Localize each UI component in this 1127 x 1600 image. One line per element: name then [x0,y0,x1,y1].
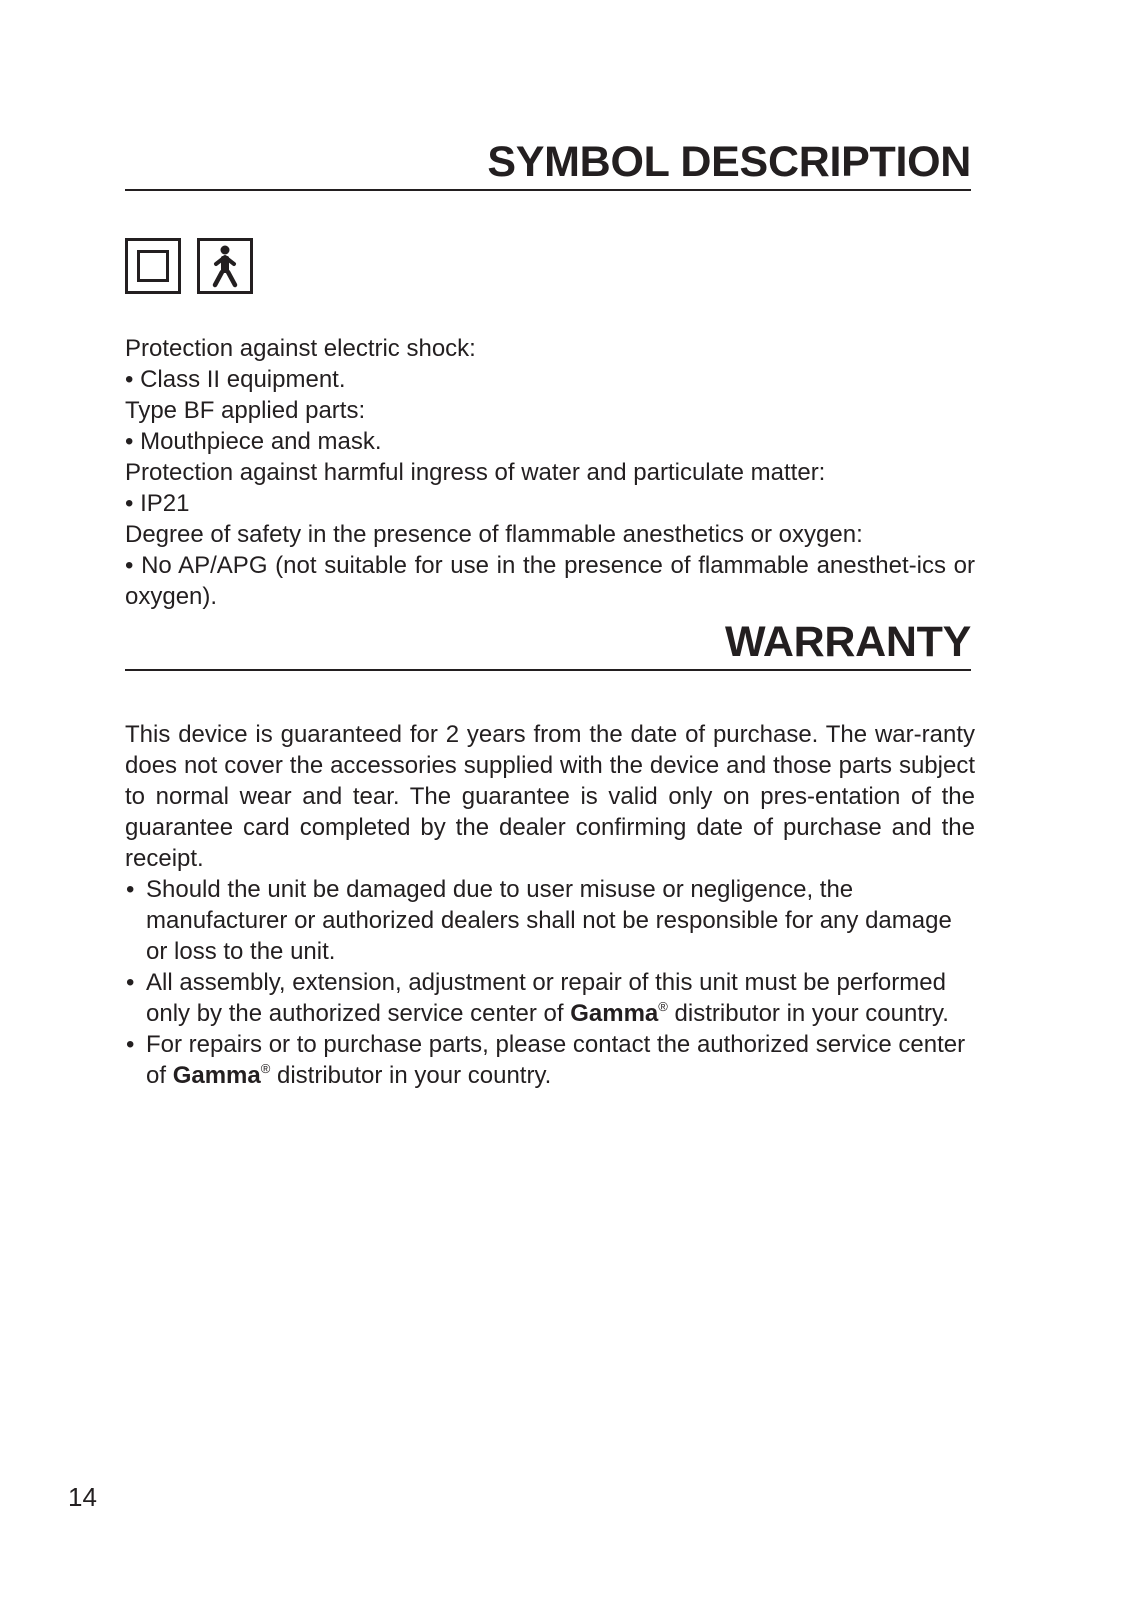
page-number: 14 [68,1482,97,1512]
registered-mark: ® [260,1061,271,1076]
registered-mark: ® [658,999,668,1014]
list-item: • For repairs or to purchase parts, please contact the authorized service center of Gamma® distributor in your country. [125,1029,975,1091]
warranty-conditions-list [125,874,975,1091]
symbol-description-heading: SYMBOL DESCRIPTION [125,137,971,191]
symbols-row [125,238,253,294]
text-line: Type BF applied parts: [125,397,366,424]
warranty-text [125,719,975,1091]
warranty-heading: WARRANTY [125,617,971,671]
class-ii-equipment-icon [125,238,181,294]
symbol-description-text [125,333,975,612]
text-line: • No AP/APG (not suitable for use in the presence of flammable anesthet-ics or oxygen). [125,552,975,610]
text-line: Protection against harmful ingress of water and particulate matter: [125,459,826,486]
list-item: • Should the unit be damaged due to user misuse or negligence, the manufacturer or authorized dealers shall not be responsible for any damage or loss to the unit. [125,874,975,967]
text-line: Degree of safety in the presence of flammable anesthetics or oxygen: [125,521,863,548]
list-item: • All assembly, extension, adjustment or repair of this unit must be performed only by the authorized service center of Gamma® distributor in your country. [125,967,975,1029]
text-line: • Mouthpiece and mask. [125,428,382,455]
brand-name: Gamma [172,1062,261,1089]
warranty-intro: This device is guaranteed for 2 years from the date of purchase. The war-ranty does not cover the accessories supplied with the device and those parts subject to normal wear and tear. The guarantee is valid only on pres-entation of the guarantee card completed by the dealer confirming date of purchase and the receipt. [125,721,975,872]
text-line: • Class II equipment. [125,366,346,393]
text-line: • IP21 [125,490,190,517]
text-line: Protection against electric shock: [125,335,476,362]
brand-name: Gamma [570,1000,659,1027]
type-bf-applied-part-icon [197,238,253,294]
